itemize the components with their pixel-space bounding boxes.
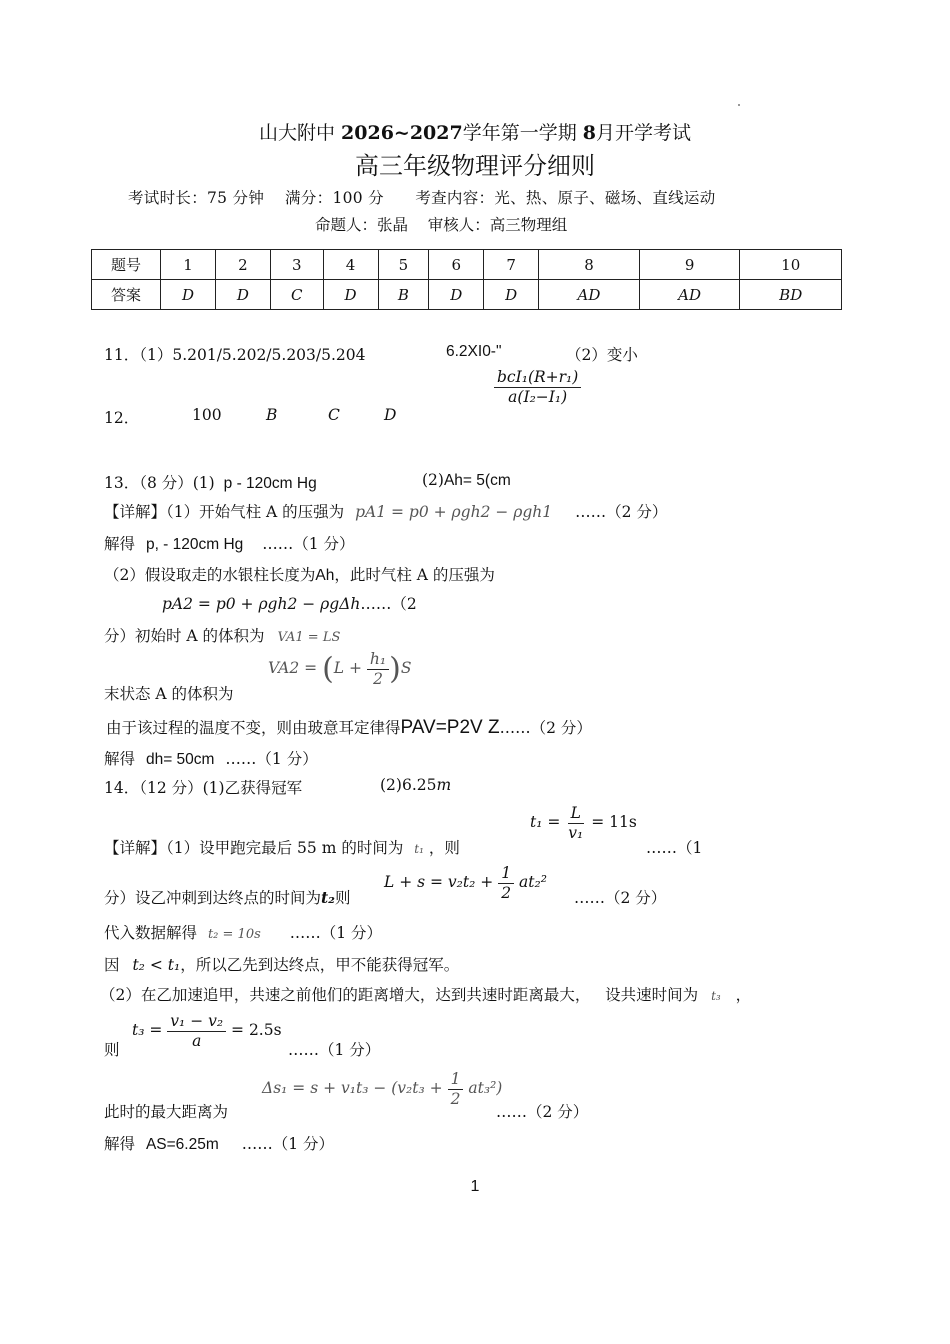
q11-part2: （2）变小 xyxy=(566,346,638,364)
table-cell: C xyxy=(270,280,323,310)
q14-score-2: ……（2 分） xyxy=(574,889,667,907)
q14-score-4: ……（2 分） xyxy=(496,1103,589,1121)
q11-line: 11．（1）5.201/5.202/5.203/5.204 xyxy=(104,346,366,364)
q13-initial-volume-line: 分）初始时 A 的体积为 VA1 = LS xyxy=(104,627,341,645)
table-cell: AD xyxy=(639,280,740,310)
q14-detail-line: 【详解】（1）设甲跑完最后 55 m 的时间为 t₁ ，则 xyxy=(104,839,460,857)
q13-result-line: 解得 p, - 120cm Hg ……（1 分） xyxy=(104,535,355,553)
q12-value-2: B xyxy=(266,406,278,424)
q13-header: 13．（8 分）(1) p - 120cm Hg xyxy=(104,474,317,492)
page-number: 1 xyxy=(470,1178,480,1195)
row-label: 答案 xyxy=(92,280,161,310)
table-cell: 3 xyxy=(270,250,323,280)
q14-time-formula: t₁ = $\frac{L}{\text{v₁}}$ = 11s xyxy=(530,804,637,842)
scan-speck xyxy=(738,104,740,106)
authors-line: 命题人：张晶 审核人：高三物理组 xyxy=(315,216,568,234)
q14-distance-formula: L + s = v₂t₂ + $\frac{1}{2}$ at₂² xyxy=(384,864,547,902)
q14-then-label: 则 xyxy=(104,1041,120,1059)
q14-sprint-line: 分）设乙冲刺到达终点的时间为t₂则 xyxy=(104,888,351,907)
table-cell: 10 xyxy=(740,250,842,280)
table-cell: 4 xyxy=(323,250,378,280)
q14-answer-line: 解得 AS=6.25m ……（1 分） xyxy=(104,1135,334,1153)
q14-score-1: ……（1 xyxy=(646,839,703,857)
table-cell: 1 xyxy=(161,250,216,280)
q14-part2-line: （2）在乙加速追甲，共速之前他们的距离增大，达到共速时距离最大， 设共速时间为 t₃ ， xyxy=(100,986,752,1004)
table-row xyxy=(92,250,842,280)
q14-conclusion-line: 因 t₂ < t₁，所以乙先到达终点，甲不能获得冠军。 xyxy=(104,956,460,974)
table-cell: 9 xyxy=(639,250,740,280)
table-cell: 8 xyxy=(539,250,640,280)
table-cell: 6 xyxy=(429,250,484,280)
q12-value-4: D xyxy=(384,406,397,424)
q13-part2: (2)Ah= 5(cm xyxy=(422,471,511,489)
q13-final-volume-formula: VA2 = (L + $\frac{\text{h₁}}{2}$ )S xyxy=(268,650,412,688)
q12-number: 12． xyxy=(104,409,140,427)
q14-max-distance-formula: Δs₁ = s + v₁t₃ − (v₂t₃ + $\frac{1}{2}$ at₃²) xyxy=(262,1070,503,1108)
table-cell: D xyxy=(429,280,484,310)
document-subtitle: 高三年级物理评分细则 xyxy=(355,152,595,180)
table-cell: D xyxy=(161,280,216,310)
q14-part2: (2)6.25m xyxy=(380,776,452,794)
q14-max-distance-label: 此时的最大距离为 xyxy=(104,1103,229,1121)
table-cell: AD xyxy=(539,280,640,310)
table-cell: 7 xyxy=(484,250,539,280)
row-label: 题号 xyxy=(92,250,161,280)
table-cell: 2 xyxy=(215,250,270,280)
q14-score-3: ……（1 分） xyxy=(288,1041,381,1059)
table-cell: BD xyxy=(740,280,842,310)
q11-value: 6.2XI0-" xyxy=(446,343,502,360)
exam-meta-line: 考试时长：75 分钟 满分：100 分 考查内容：光、热、原子、磁场、直线运动 xyxy=(128,189,716,207)
table-cell: D xyxy=(323,280,378,310)
q13-final-volume-label: 末状态 A 的体积为 xyxy=(104,685,234,703)
table-cell: 5 xyxy=(378,250,429,280)
table-row xyxy=(92,280,842,310)
q14-substitute-line: 代入数据解得 t₂ = 10s ……（1 分） xyxy=(104,924,382,942)
q13-boyle-line: 由于该过程的温度不变，则由玻意耳定律得PAV=P2V Z……（2 分） xyxy=(106,717,592,738)
q14-header: 14．（12 分）(1)乙获得冠军 xyxy=(104,779,303,797)
q14-t3-formula: t₃ = $\frac{\text{v₁ − v₂}}{a}$ = 2.5s xyxy=(132,1012,282,1050)
q13-pressure-formula: pA2 = p0 + ρgh2 − ρgΔh……（2 xyxy=(162,595,417,613)
q13-detail-line: 【详解】（1）开始气柱 A 的压强为 pA1 = p0 + ρgh2 − ρgh1 ……（2 分） xyxy=(104,503,668,521)
q12-fraction: $\frac{\text{bcI₁(R+r₁)}}{\text{a(I₂−I₁)}}$ xyxy=(494,368,581,406)
table-cell: B xyxy=(378,280,429,310)
q13-assumption-line: （2）假设取走的水银柱长度为Ah，此时气柱 A 的压强为 xyxy=(104,566,495,584)
q12-value-1: 100 xyxy=(192,406,222,424)
q12-value-3: C xyxy=(328,406,340,424)
table-cell: D xyxy=(484,280,539,310)
table-cell: D xyxy=(215,280,270,310)
answer-table xyxy=(91,249,842,310)
exam-title: 山大附中 2026~2027学年第一学期 8月开学考试 xyxy=(258,122,692,144)
q13-answer-line: 解得 dh= 50cm ……（1 分） xyxy=(104,750,318,768)
